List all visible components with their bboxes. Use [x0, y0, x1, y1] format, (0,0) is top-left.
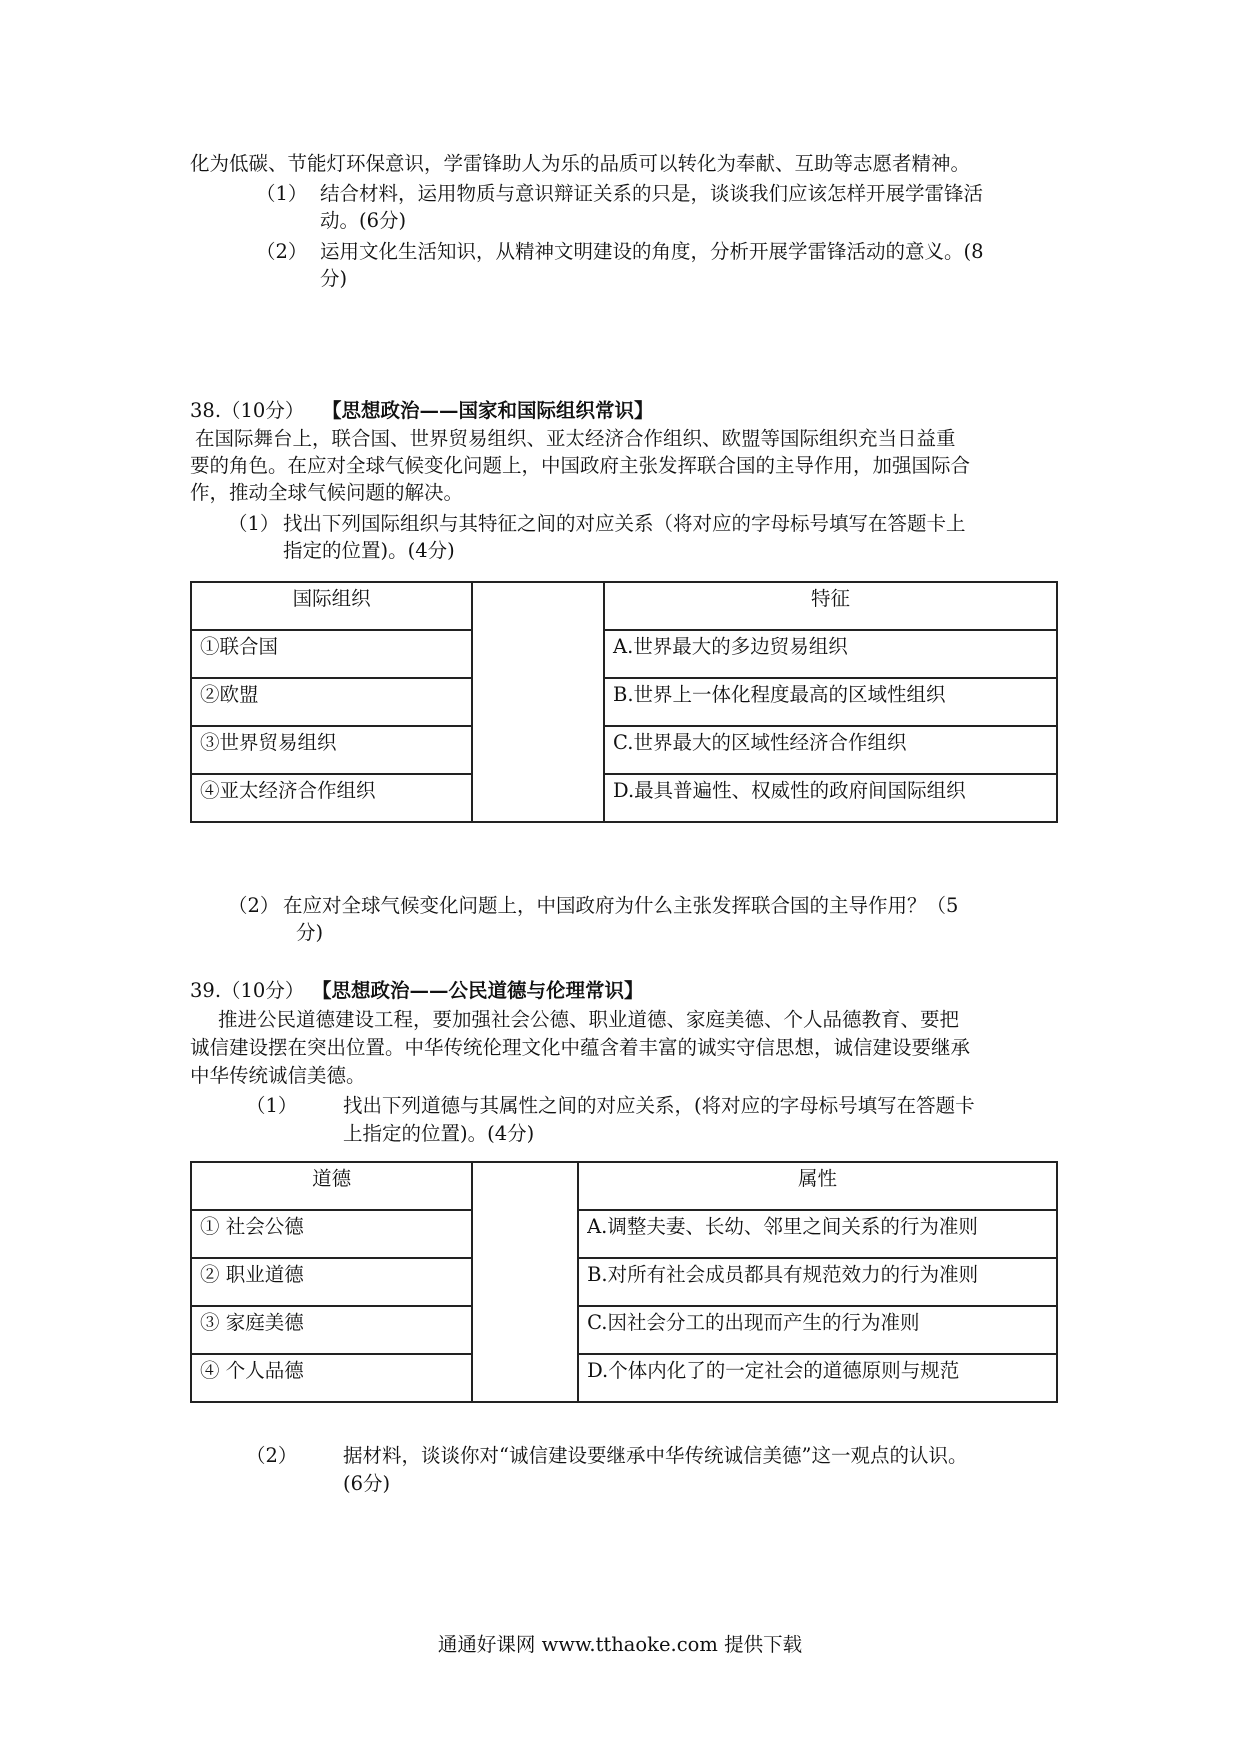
q39-number: 39.（10分）	[190, 979, 305, 1002]
morality-cell: ④ 个人品德	[191, 1354, 472, 1402]
table-row	[191, 1162, 1057, 1210]
q39-material-1: 推进公民道德建设工程，要加强社会公德、职业道德、家庭美德、个人品德教育、要把	[218, 1008, 960, 1031]
q39-sub2-text-1: 据材料，谈谈你对“诚信建设要继承中华传统诚信美德”这一观点的认识。	[343, 1444, 968, 1467]
q38-sub2-text-2: 分)	[296, 921, 324, 944]
q38-material-2: 要的角色。在应对全球气候变化问题上，中国政府主张发挥联合国的主导作用，加强国际合	[190, 454, 971, 477]
feature-cell: A.世界最大的多边贸易组织	[604, 630, 1057, 678]
table-row	[191, 678, 1057, 726]
organization-cell: ④亚太经济合作组织	[191, 774, 472, 822]
q38-title: 【思想政治——国家和国际组织常识】	[322, 399, 654, 422]
feature-cell: C.世界最大的区域性经济合作组织	[604, 726, 1057, 774]
table-row	[191, 1354, 1057, 1402]
q39-material-2: 诚信建设摆在突出位置。中华传统伦理文化中蕴含着丰富的诚实守信思想，诚信建设要继承	[190, 1036, 971, 1059]
q37-sub1-number: （1）	[256, 182, 308, 205]
q39-material-3: 中华传统诚信美德。	[190, 1064, 366, 1087]
feature-cell: D.最具普遍性、权威性的政府间国际组织	[604, 774, 1057, 822]
q39-sub2-number: （2）	[246, 1444, 298, 1467]
attribute-cell: A.调整夫妻、长幼、邻里之间关系的行为准则	[578, 1210, 1057, 1258]
attribute-cell: B.对所有社会成员都具有规范效力的行为准则	[578, 1258, 1057, 1306]
table-header-right: 属性	[578, 1162, 1057, 1210]
table-row	[191, 774, 1057, 822]
organization-cell: ③世界贸易组织	[191, 726, 472, 774]
q37-sub2-text-2: 分)	[320, 267, 348, 290]
attribute-cell: C.因社会分工的出现而产生的行为准则	[578, 1306, 1057, 1354]
q37-sub2-text-1: 运用文化生活知识，从精神文明建设的角度，分析开展学雷锋活动的意义。(8	[320, 240, 984, 263]
organization-cell: ①联合国	[191, 630, 472, 678]
page-footer: 通通好课网 www.tthaoke.com 提供下载	[437, 1633, 803, 1656]
morality-cell: ① 社会公德	[191, 1210, 472, 1258]
q39-sub1-text-1: 找出下列道德与其属性之间的对应关系，(将对应的字母标号填写在答题卡	[343, 1094, 975, 1117]
answer-gap-column	[472, 1162, 578, 1402]
q39-sub2-text-2: (6分)	[343, 1472, 391, 1495]
table-row	[191, 1210, 1057, 1258]
q38-sub2-text-1: 在应对全球气候变化问题上，中国政府为什么主张发挥联合国的主导作用？（5	[283, 894, 959, 917]
q38-number: 38.（10分）	[190, 399, 305, 422]
table-header-left: 道德	[191, 1162, 472, 1210]
table-row	[191, 1306, 1057, 1354]
morality-cell: ② 职业道德	[191, 1258, 472, 1306]
q38-sub1-number: （1）	[228, 512, 280, 535]
morality-cell: ③ 家庭美德	[191, 1306, 472, 1354]
attribute-cell: D.个体内化了的一定社会的道德原则与规范	[578, 1354, 1057, 1402]
q38-sub1-text-2: 指定的位置)。(4分)	[283, 539, 455, 562]
q39-matching-table	[190, 1161, 1058, 1403]
table-row	[191, 630, 1057, 678]
q38-material-3: 作，推动全球气候问题的解决。	[190, 481, 464, 504]
table-row	[191, 726, 1057, 774]
q37-sub1-text-1: 结合材料，运用物质与意识辩证关系的只是，谈谈我们应该怎样开展学雷锋活	[320, 182, 984, 205]
carry-over-line: 化为低碳、节能灯环保意识，学雷锋助人为乐的品质可以转化为奉献、互助等志愿者精神。	[190, 152, 971, 175]
q38-matching-table	[190, 581, 1058, 823]
q38-sub1-text-1: 找出下列国际组织与其特征之间的对应关系（将对应的字母标号填写在答题卡上	[283, 512, 966, 535]
table-row	[191, 1258, 1057, 1306]
q39-sub1-number: （1）	[246, 1094, 298, 1117]
answer-gap-column	[472, 582, 604, 822]
feature-cell: B.世界上一体化程度最高的区域性组织	[604, 678, 1057, 726]
table-header-right: 特征	[604, 582, 1057, 630]
table-header-left: 国际组织	[191, 582, 472, 630]
q37-sub1-text-2: 动。(6分)	[320, 209, 407, 232]
q39-sub1-text-2: 上指定的位置)。(4分)	[343, 1122, 535, 1145]
q37-sub2-number: （2）	[256, 240, 308, 263]
q38-sub2-number: （2）	[228, 894, 280, 917]
q38-material-1: 在国际舞台上，联合国、世界贸易组织、亚太经济合作组织、欧盟等国际组织充当日益重	[195, 427, 956, 450]
q39-title: 【思想政治——公民道德与伦理常识】	[312, 979, 644, 1002]
organization-cell: ②欧盟	[191, 678, 472, 726]
table-row	[191, 582, 1057, 630]
